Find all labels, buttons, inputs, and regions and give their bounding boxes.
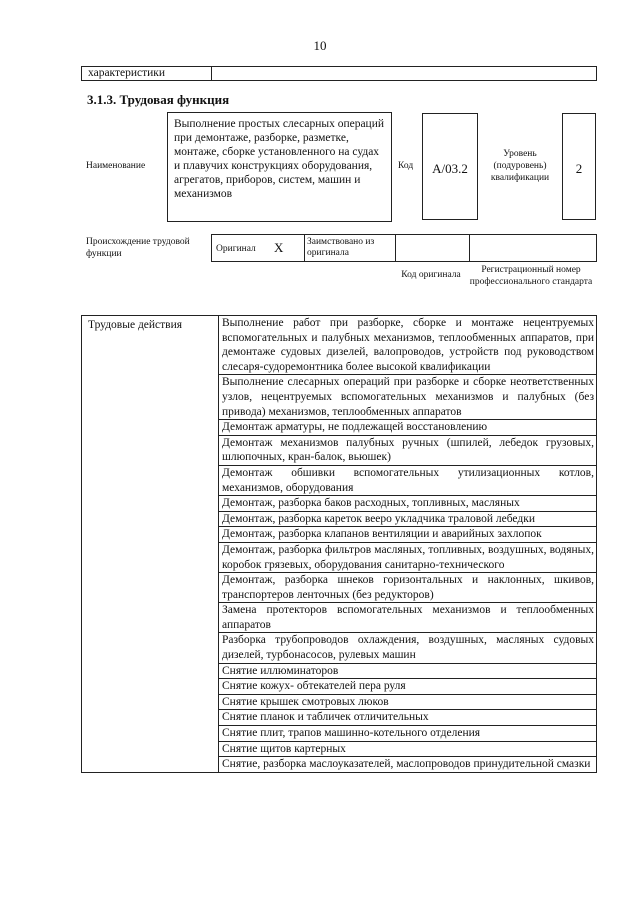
code-label: Код xyxy=(398,161,414,171)
level-box xyxy=(562,113,596,220)
labor-action-item: Снятие планок и табличек отличительных xyxy=(219,710,597,726)
labor-action-item: Снятие иллюминаторов xyxy=(219,663,597,679)
original-cell xyxy=(212,235,305,261)
original-mark: X xyxy=(274,240,284,255)
previous-table-cell: характеристики xyxy=(82,67,212,80)
labor-action-item: Демонтаж, разборка клапанов вентиляции и аварийных захлопок xyxy=(219,527,597,543)
origin-row xyxy=(211,234,597,262)
labor-action-item: Выполнение слесарных операций при разборке и сборке неответственных узлов, нецентруемых вспомогательных механизмов и палубных (без привода) механизмов, теплообменных аппаратов xyxy=(219,375,597,420)
original-label: Оригинал xyxy=(216,244,256,254)
function-name-box xyxy=(167,112,392,222)
function-name-value: Выполнение простых слесарных операций при демонтаже, разборке, разметке, монтаже, сборке установленного на судах и плавучих конструкциях оборудования, агрегатов, приборов, систем, машин и механизмов xyxy=(174,118,385,200)
code-original-cell xyxy=(395,235,470,261)
code-value: А/03.2 xyxy=(432,161,468,176)
code-original-caption: Код оригинала xyxy=(401,270,461,280)
table-row xyxy=(82,316,597,375)
labor-action-item: Демонтаж арматуры, не подлежащей восстановлению xyxy=(219,420,597,436)
labor-action-item: Снятие плит, трапов машинно-котельного отделения xyxy=(219,726,597,742)
borrowed-label: Заимствовано из оригинала xyxy=(307,237,375,258)
code-box xyxy=(422,113,478,220)
labor-action-item: Демонтаж механизмов палубных ручных (шпилей, лебедок грузовых, шлюпочных, кран-балок, вьюшек) xyxy=(219,435,597,465)
name-label: Наименование xyxy=(86,161,146,171)
labor-action-item: Демонтаж, разборка шнеков горизонтальных и наклонных, шкивов, транспортеров ленточных (без редукторов) xyxy=(219,573,597,603)
labor-action-item: Демонтаж, разборка баков расходных, топливных, масляных xyxy=(219,496,597,512)
labor-actions-table xyxy=(81,315,597,773)
level-value: 2 xyxy=(575,161,583,176)
page-number: 10 xyxy=(313,38,327,53)
labor-action-item: Выполнение работ при разборке, сборке и монтаже нецентруемых вспомогательных и палубных механизмов, теплообменных аппаратов, при демонтаже судовых дизелей, валопроводов, устройств под руководством слесаря-судоремонтника более высокой квалификации xyxy=(219,316,597,375)
origin-label: Происхождение трудовой функции xyxy=(86,237,190,259)
section-title: 3.1.3. Трудовая функция xyxy=(87,92,230,107)
labor-action-item: Демонтаж, разборка кареток вееро укладчика траловой лебедки xyxy=(219,511,597,527)
labor-actions-label: Трудовые действия xyxy=(82,316,219,773)
labor-action-item: Снятие крышек смотровых люков xyxy=(219,694,597,710)
level-label: Уровень (подуровень) квалификации xyxy=(490,149,550,183)
labor-action-item: Замена протекторов вспомогательных механизмов и теплообменных аппаратов xyxy=(219,603,597,633)
labor-action-item: Снятие, разборка маслоуказателей, маслопроводов принудительной смазки xyxy=(219,757,597,773)
previous-table-row xyxy=(81,66,597,81)
labor-action-item: Демонтаж, разборка фильтров масляных, топливных, воздушных, водяных, коробок грязевых, оборудования санитарно-технического xyxy=(219,542,597,572)
labor-action-item: Разборка трубопроводов охлаждения, воздушных, масляных судовых дизелей, турбонасосов, рулевых машин xyxy=(219,633,597,663)
labor-action-item: Снятие щитов картерных xyxy=(219,741,597,757)
labor-action-item: Снятие кожух- обтекателей пера руля xyxy=(219,679,597,695)
labor-action-item: Демонтаж обшивки вспомогательных утилизационных котлов, механизмов, оборудования xyxy=(219,465,597,495)
reg-number-caption: Регистрационный номер профессионального стандарта xyxy=(469,265,593,287)
